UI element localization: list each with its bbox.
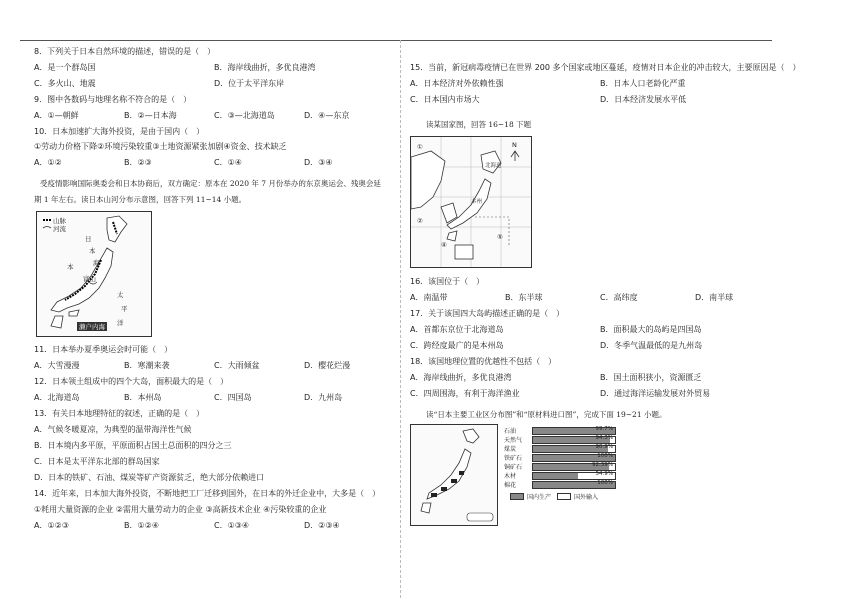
- chart-bar-track: [532, 445, 616, 453]
- question-15: 15．当前，新冠病毒疫情已在世界 200 多个国家或地区蔓延，疫情对日本企业的冲击较大，主要原因是（ ）: [410, 63, 801, 72]
- legend-import-label: 国外输入: [574, 494, 599, 501]
- q9-option-a[interactable]: A．①—朝鲜: [34, 111, 79, 120]
- legend-import-swatch: [557, 493, 571, 500]
- chart-value-label: 100%: [597, 452, 613, 459]
- q16-option-a[interactable]: A．南温带: [410, 293, 448, 302]
- map1-legend-mountain: 山脉: [53, 217, 66, 225]
- chart-bar-track: [532, 481, 616, 489]
- chart-bar-track: [532, 454, 616, 462]
- map1-label-setonaikai: 濑户内海: [79, 323, 105, 331]
- q18-option-b[interactable]: B．国土面积狭小，资源匮乏: [600, 373, 702, 382]
- question-12: 12．日本领土组成中的四个大岛，面积最大的是（ ）: [34, 377, 229, 386]
- question-16: 16．该国位于（ ）: [410, 277, 485, 286]
- intro-11-14-line2: 期 1 年左右。读日本山河分布示意图，回答下列 11~14 小题。: [34, 195, 247, 204]
- q18-options-row2: [410, 388, 790, 399]
- q16-option-c[interactable]: C．高纬度: [600, 293, 638, 302]
- q9-option-d[interactable]: D．④—东京: [304, 111, 350, 120]
- map2-label-4: ④: [441, 241, 447, 249]
- intro-16-18: 读某国家图，回答 16~18 下题: [426, 120, 532, 129]
- q12-option-a[interactable]: A．北海道岛: [34, 393, 80, 402]
- q11-option-d[interactable]: D．樱花烂漫: [304, 361, 351, 370]
- q9-option-c[interactable]: C．③—北海道岛: [214, 111, 275, 120]
- q16-option-d[interactable]: D．南半球: [695, 293, 734, 302]
- q14-option-c[interactable]: C．①③④: [214, 521, 250, 530]
- q11-option-a[interactable]: A．大雪漫漫: [34, 361, 80, 370]
- map1-label-ping: 平: [121, 305, 128, 313]
- question-13: 13．有关日本地理特征的叙述，正确的是（ ）: [34, 409, 205, 418]
- figures-19-21: [410, 424, 790, 526]
- map1-label-fushan: 富山: [83, 275, 96, 283]
- intro-19-21: 读“日本主要工业区分布图”和“原材料进口图”，完成下面 19~21 小题。: [426, 410, 667, 419]
- q8-option-d[interactable]: D．位于太平洋东岸: [214, 79, 285, 88]
- chart-value-label: 54.9%: [595, 470, 613, 477]
- map1-label-ben: 本: [89, 247, 96, 255]
- japan-mountain-river-map: [36, 211, 152, 337]
- q15-options-row1: [410, 78, 790, 89]
- question-9: 9．图中各数码与地理名称不符合的是（ ）: [34, 95, 192, 104]
- q12-option-d[interactable]: D．九州岛: [304, 393, 343, 402]
- q8-options-row2: [34, 78, 394, 89]
- chart-bars: [504, 426, 616, 489]
- chart-value-label: 90.9%: [595, 443, 613, 450]
- q17-option-c[interactable]: C．跨经度最广的是本州岛: [410, 341, 504, 350]
- question-14: 14．近年来，日本加大海外投资，不断地把工厂迁移到国外，在日本的外迁企业中，大多是（ ）: [34, 489, 381, 498]
- q9-options: [34, 110, 394, 121]
- map1-label-ben2: 本: [67, 263, 74, 271]
- chart-category-label: 木材: [504, 473, 517, 480]
- column-divider: [400, 40, 401, 598]
- chart-bar: [533, 473, 578, 479]
- chart-value-label: 92.39%: [592, 461, 613, 468]
- chart-legend: [504, 492, 616, 501]
- chart-bar-row: [504, 480, 616, 489]
- q14-option-d[interactable]: D．②③④: [304, 521, 340, 530]
- q17-option-d[interactable]: D．冬季气温最低的是九州岛: [600, 341, 703, 350]
- legend-domestic-swatch: [510, 493, 524, 500]
- industrial-map-svg: [411, 425, 497, 525]
- chart-category-label: 石油: [504, 428, 517, 435]
- map2-label-honshu: 本州: [471, 199, 483, 205]
- map2-label-1: ①: [417, 143, 423, 151]
- map1-label-yang: 洋: [117, 319, 124, 327]
- q14-statements: ①耗用大量资源的企业 ②需用大量劳动力的企业 ③高新技术企业 ④污染较重的企业: [34, 505, 327, 514]
- chart-bar-track: [532, 427, 616, 435]
- q13-option-b[interactable]: B．日本境内多平原，平原面积占国土总面积的四分之三: [34, 441, 232, 450]
- map1-legend-river: 河流: [53, 225, 66, 233]
- q11-option-c[interactable]: C．大雨倾盆: [214, 361, 260, 370]
- map1-label-ri: 日: [85, 235, 92, 243]
- q13-option-a[interactable]: A．气候冬暖夏凉，为典型的温带海洋性气候: [34, 425, 192, 434]
- q15-options-row2: [410, 94, 790, 105]
- q15-option-d[interactable]: D．日本经济发展水平低: [600, 95, 687, 104]
- q10-options: [34, 157, 394, 168]
- q10-option-d[interactable]: D．③④: [304, 158, 333, 167]
- question-18: 18．该国地理位置的优越性不包括（ ）: [410, 357, 557, 366]
- q17-options-row1: [410, 324, 790, 335]
- q17-option-b[interactable]: B．面积最大的岛屿是四国岛: [600, 325, 702, 334]
- q8-option-c[interactable]: C．多火山、地震: [34, 79, 96, 88]
- map2-label-hokkaido: 北海道: [485, 163, 502, 169]
- country-map: [410, 136, 532, 268]
- chart-value-label: 99.7%: [595, 425, 613, 432]
- q11-options: [34, 360, 394, 371]
- q15-option-b[interactable]: B．日本人口老龄化严重: [600, 79, 686, 88]
- question-8: 8．下列关于日本自然环境的描述，错误的是（ ）: [34, 47, 216, 56]
- q18-options-row1: [410, 372, 790, 383]
- q16-option-b[interactable]: B．东半球: [505, 293, 543, 302]
- right-column: [410, 42, 801, 526]
- chart-category-label: 铁矿石: [504, 455, 523, 462]
- question-10: 10．日本加速扩大海外投资，是由于国内（ ）: [34, 127, 205, 136]
- legend-domestic-label: 国内生产: [527, 494, 552, 501]
- question-17: 17．关于该国四大岛屿描述正确的是（ ）: [410, 309, 565, 318]
- q10-option-a[interactable]: A．①②: [34, 158, 62, 167]
- q8-option-a[interactable]: A．是一个群岛国: [34, 63, 96, 72]
- q11-option-b[interactable]: B．寒潮来袭: [124, 361, 170, 370]
- chart-category-label: 天然气: [504, 437, 523, 444]
- chart-value-label: 100%: [597, 479, 613, 486]
- industrial-zone-map: [410, 424, 498, 526]
- q14-option-a[interactable]: A．①②③: [34, 521, 69, 530]
- q14-options: [34, 520, 394, 531]
- chart-bar-track: [532, 463, 616, 471]
- q10-option-b[interactable]: B．②③: [124, 158, 152, 167]
- q17-option-a[interactable]: A．首都东京位于北海道岛: [410, 325, 504, 334]
- chart-category-label: 铜矿石: [504, 464, 523, 471]
- chart-bar-track: [532, 436, 616, 444]
- q16-options: [410, 292, 790, 303]
- north-arrow-icon: N: [512, 141, 517, 149]
- q14-option-b[interactable]: B．①②④: [124, 521, 160, 530]
- q9-option-b[interactable]: B．②—日本海: [124, 111, 177, 120]
- q18-option-a[interactable]: A．海岸线曲折，多优良港湾: [410, 373, 512, 382]
- q12-options: [34, 392, 394, 403]
- q12-option-b[interactable]: B．本州岛: [124, 393, 162, 402]
- q8-options-row1: [34, 62, 394, 73]
- chart-bar-track: [532, 472, 616, 480]
- q18-option-d[interactable]: D．通过海洋运输发展对外贸易: [600, 389, 711, 398]
- q15-option-c[interactable]: C．日本国内市场大: [410, 95, 480, 104]
- left-column: [34, 42, 394, 536]
- q13-option-d[interactable]: D．日本的铁矿、石油、煤炭等矿产资源贫乏，绝大部分依赖进口: [34, 473, 265, 482]
- question-11: 11．日本举办夏季奥运会时可能（ ）: [34, 345, 173, 354]
- q8-option-b[interactable]: B．海岸线曲折，多优良港湾: [214, 63, 316, 72]
- q10-statements: ①劳动力价格下降②环境污染较重③土地资源紧张加剧④资金、技术缺乏: [34, 142, 287, 151]
- q15-option-a[interactable]: A．日本经济对外依赖性强: [410, 79, 504, 88]
- q18-option-c[interactable]: C．四周围海，有利于海洋渔业: [410, 389, 520, 398]
- map2-label-5: ⑤: [497, 233, 503, 241]
- raw-material-import-chart: [504, 424, 616, 526]
- intro-11-14-line1: 受疫情影响国际奥委会和日本协商后，双方确定：原本在 2020 年 7 月份举办的东京奥运会、残奥会延: [40, 179, 381, 188]
- chart-value-label: 94.3%: [595, 434, 613, 441]
- q12-option-c[interactable]: C．四国岛: [214, 393, 252, 402]
- chart-category-label: 煤炭: [504, 446, 517, 453]
- map2-label-2: ②: [417, 217, 423, 225]
- chart-category-label: 棉花: [504, 482, 517, 489]
- map1-label-tai: 太: [117, 291, 124, 299]
- q13-option-c[interactable]: C．日本是太平洋东北部的群岛国家: [34, 457, 160, 466]
- q10-option-c[interactable]: C．①④: [214, 158, 242, 167]
- map1-label-hai: 海: [93, 259, 100, 267]
- q17-options-row2: [410, 340, 790, 351]
- header-rule: [20, 40, 772, 41]
